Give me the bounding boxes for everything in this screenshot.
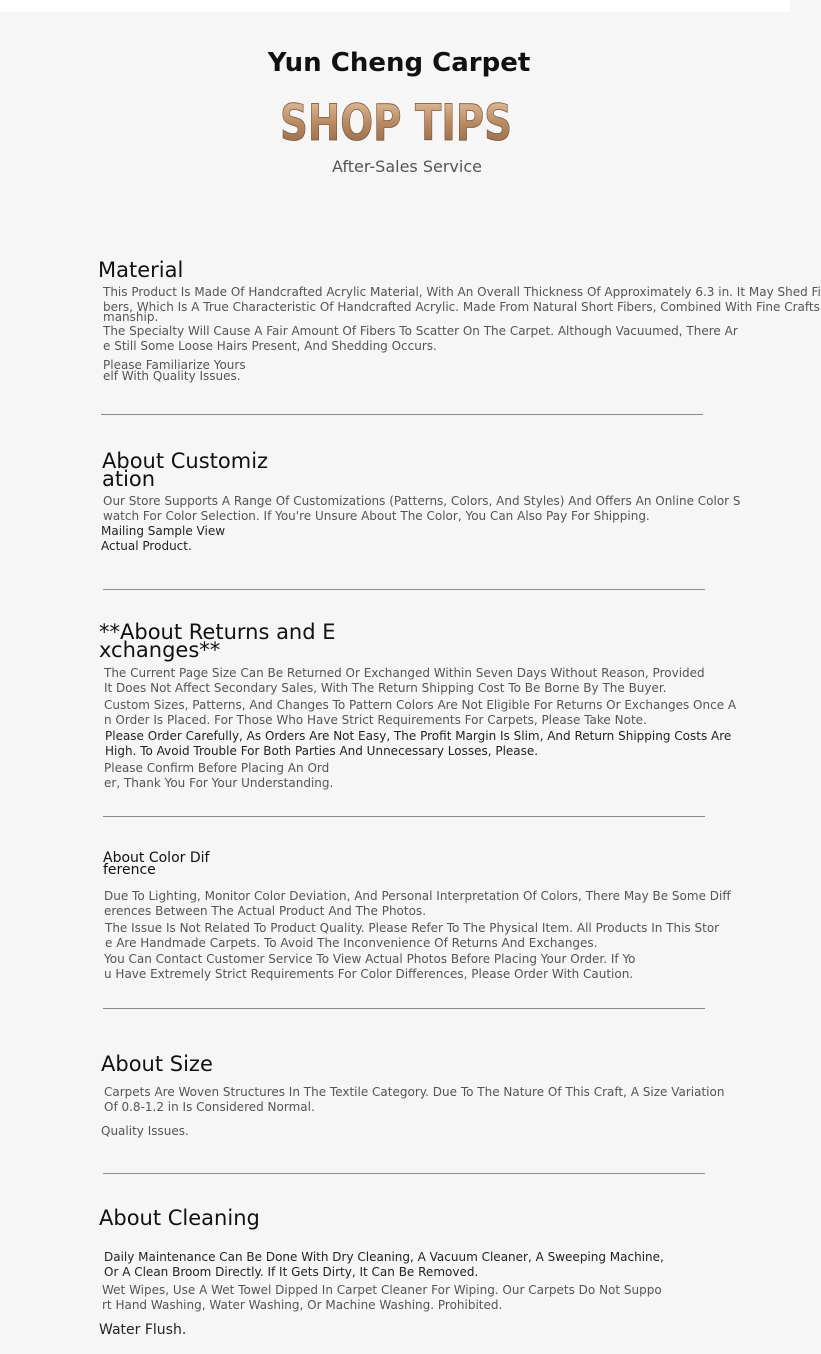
- logo-text: SHOP TIPS: [280, 94, 512, 152]
- color-paragraph-1: Due To Lighting, Monitor Color Deviation, And Personal Interpretation Of Colors, There May Be Some Diff erences Between The Actual Product And The Photos.: [104, 889, 731, 918]
- page-subtitle: After-Sales Service: [332, 157, 482, 176]
- material-paragraph-3: Please Familiarize Yours elf With Quality Issues.: [103, 358, 246, 383]
- returns-paragraph-1: The Current Page Size Can Be Returned Or Exchanged Within Seven Days Without Reason, Provided It Does Not Affect Secondary Sales, With The Return Shipping Cost To Be Borne By The Buyer.: [104, 666, 705, 695]
- customization-paragraph-1: Our Store Supports A Range Of Customizations (Patterns, Colors, And Styles) And Offers An Online Color S watch For Color Selection. If You're Unsure About The Color, You Can Also Pay For Shipping.: [103, 494, 741, 523]
- cleaning-paragraph-1: Daily Maintenance Can Be Done With Dry Cleaning, A Vacuum Cleaner, A Sweeping Machine, Or A Clean Broom Directly. If It Gets Dirty, It Can Be Removed.: [104, 1250, 664, 1279]
- color-heading: About Color Dif ference: [103, 850, 210, 878]
- divider: [103, 816, 705, 817]
- returns-paragraph-3: Please Order Carefully, As Orders Are Not Easy, The Profit Margin Is Slim, And Return Shipping Costs Are High. To Avoid Trouble For Both Parties And Unnecessary Losses, Please.: [105, 729, 732, 758]
- customization-heading: About Customiz ation: [102, 449, 269, 491]
- customization-paragraph-2: Mailing Sample View Actual Product.: [101, 524, 226, 553]
- divider: [103, 1008, 705, 1009]
- material-heading: Material: [98, 258, 184, 282]
- color-paragraph-2: The Issue Is Not Related To Product Quality. Please Refer To The Physical Item. All Products In This Stor e Are Handmade Carpets. To Avoid The Inconvenience Of Returns And Exchanges.: [105, 921, 720, 950]
- color-paragraph-3: You Can Contact Customer Service To View Actual Photos Before Placing Your Order. If Yo u Have Extremely Strict Requirements For Color Differences, Please Order With Caution.: [104, 952, 636, 981]
- page-title: Yun Cheng Carpet: [267, 48, 531, 78]
- divider: [103, 1173, 705, 1174]
- cleaning-heading: About Cleaning: [99, 1206, 260, 1230]
- returns-paragraph-4: Please Confirm Before Placing An Ord er, Thank You For Your Understanding.: [104, 761, 334, 790]
- material-paragraph-2: The Specialty Will Cause A Fair Amount Of Fibers To Scatter On The Carpet. Although Vacuumed, There Ar e Still Some Loose Hairs Present, And Shedding Occurs.: [103, 324, 738, 353]
- divider: [103, 589, 705, 590]
- size-paragraph-1: Carpets Are Woven Structures In The Textile Category. Due To The Nature Of This Craft, A Size Variation Of 0.8-1.2 in Is Considered Normal.: [104, 1085, 725, 1114]
- cleaning-paragraph-2: Wet Wipes, Use A Wet Towel Dipped In Carpet Cleaner For Wiping. Our Carpets Do Not Suppo rt Hand Washing, Water Washing, Or Machine Washing. Prohibited.: [102, 1283, 662, 1312]
- divider: [101, 414, 703, 415]
- returns-paragraph-2: Custom Sizes, Patterns, And Changes To Pattern Colors Are Not Eligible For Returns Or Exchanges Once A n Order Is Placed. For Those Who Have Strict Requirements For Carpets, Please Take Note.: [104, 698, 737, 727]
- shop-tips-logo: [276, 80, 516, 150]
- size-paragraph-2: Quality Issues.: [101, 1124, 189, 1138]
- top-bar: [0, 0, 790, 12]
- material-paragraph-1: This Product Is Made Of Handcrafted Acrylic Material, With An Overall Thickness Of Approximately 6.3 in. It May Shed Fi bers, Which Is A True Characteristic Of Handcrafted Acrylic. Made From Natural Short Fibers, Combined With Fine Crafts manship.: [103, 285, 821, 324]
- returns-heading: **About Returns and E xchanges**: [99, 620, 336, 662]
- cleaning-paragraph-3: Water Flush.: [99, 1322, 187, 1338]
- size-heading: About Size: [101, 1052, 213, 1076]
